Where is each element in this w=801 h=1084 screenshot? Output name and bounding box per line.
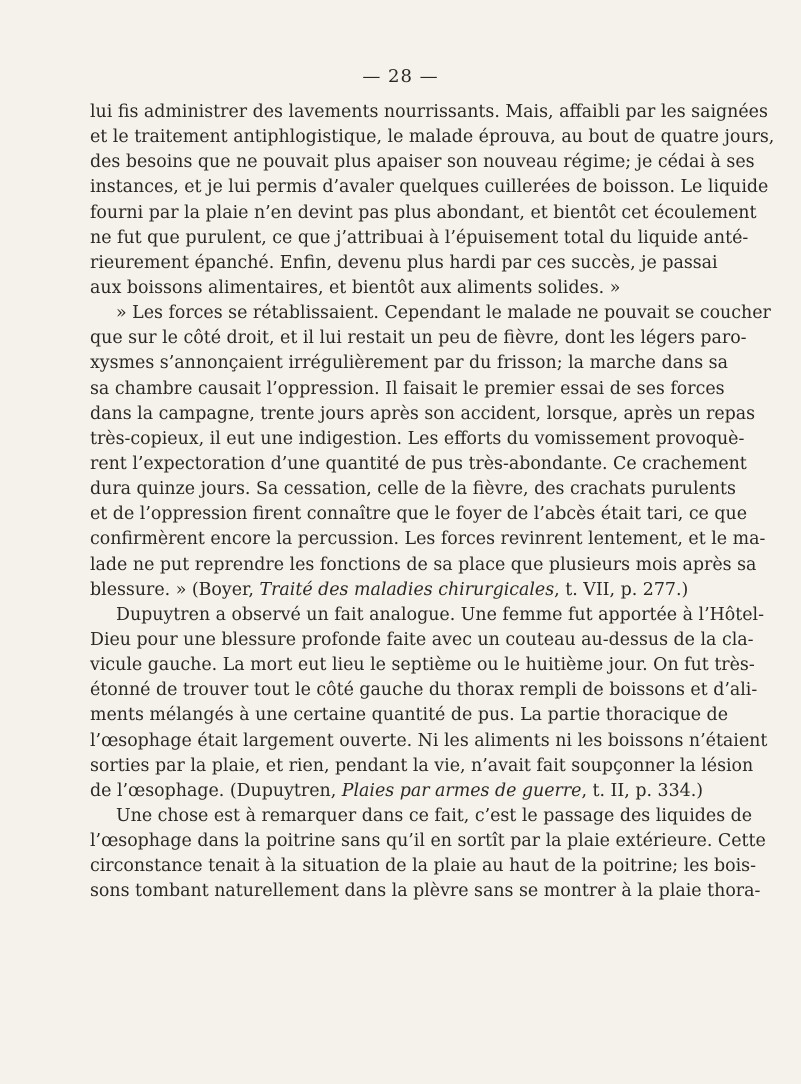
text-line: confirmèrent encore la percussion. Les forces revinrent lentement, et le ma- [90, 529, 766, 550]
page-number: — 28 — [362, 66, 439, 87]
text-line: blessure. » (Boyer, Traité des maladies chirurgicales, t. VII, p. 277.) [90, 579, 689, 600]
text-line: lui fis administrer des lavements nourrissants. Mais, affaibli par les saignées [90, 102, 768, 122]
text-line: sa chambre causait l’oppression. Il faisait le premier essai de ses forces [90, 378, 725, 399]
italic-title: Plaies par armes de guerre [341, 780, 582, 801]
text-line: et de l’oppression firent connaître que le foyer de l’abcès était tari, ce que [90, 504, 748, 525]
text-line: Une chose est à remarquer dans ce fait, c’est le passage des liquides de [116, 805, 753, 826]
text-line: dura quinze jours. Sa cessation, celle de la fièvre, des crachats purulents [90, 479, 736, 500]
text-line: lade ne put reprendre les fonctions de sa place que plusieurs mois après sa [90, 554, 757, 575]
text-line: l’œsophage était largement ouverte. Ni les aliments ni les boissons n’étaient [90, 730, 768, 751]
text-line: xysmes s’annonçaient irrégulièrement par du frisson; la marche dans sa [90, 353, 728, 374]
text-line: rent l’expectoration d’une quantité de pus très-abondante. Ce crachement [90, 453, 747, 474]
text-line: vicule gauche. La mort eut lieu le septième ou le huitième jour. On fut très- [90, 655, 755, 676]
text-line: Dieu pour une blessure profonde faite avec un couteau au-dessus de la cla- [90, 629, 754, 650]
text-line: ments mélangés à une certaine quantité de pus. La partie thoracique de [90, 705, 728, 726]
text-line: Dupuytren a observé un fait analogue. Une femme fut apportée à l’Hôtel- [116, 604, 764, 625]
text-line: que sur le côté droit, et il lui restait un peu de fièvre, dont les légers paro- [90, 328, 747, 349]
text-line: » Les forces se rétablissaient. Cependant le malade ne pouvait se coucher [116, 303, 771, 324]
text-line: circonstance tenait à la situation de la plaie au haut de la poitrine; les bois- [90, 856, 756, 877]
text-line: et le traitement antiphlogistique, le malade éprouva, au bout de quatre jours, [90, 127, 775, 148]
text-line: instances, et je lui permis d’avaler quelques cuillerées de boisson. Le liquide [90, 177, 769, 198]
text-line: des besoins que ne pouvait plus apaiser son nouveau régime; je cédai à ses [90, 152, 755, 173]
text-line: très-copieux, il eut une indigestion. Les efforts du vomissement provoquè- [90, 428, 745, 449]
text-line: fourni par la plaie n’en devint pas plus abondant, et bientôt cet écoulement [90, 202, 757, 223]
text-line: rieurement épanché. Enfin, devenu plus hardi par ces succès, je passai [90, 252, 718, 273]
text-line: dans la campagne, trente jours après son accident, lorsque, après un repas [90, 403, 756, 424]
text-line: aux boissons alimentaires, et bientôt aux aliments solides. » [90, 277, 621, 298]
text-line: l’œsophage dans la poitrine sans qu’il en sortît par la plaie extérieure. Cette [90, 831, 766, 852]
text-line: sorties par la plaie, et rien, pendant la vie, n’avait fait soupçonner la lésion [90, 755, 754, 776]
text-line: ne fut que purulent, ce que j’attribuai à l’épuisement total du liquide anté- [90, 227, 749, 248]
text-line: étonné de trouver tout le côté gauche du thorax rempli de boissons et d’ali- [90, 680, 758, 701]
body-text [90, 100, 775, 905]
text-line: de l’œsophage. (Dupuytren, Plaies par armes de guerre, t. II, p. 334.) [90, 780, 704, 801]
text-line: sons tombant naturellement dans la plèvre sans se montrer à la plaie thora- [90, 881, 761, 902]
italic-title: Traité des maladies chirurgicales [259, 579, 555, 600]
